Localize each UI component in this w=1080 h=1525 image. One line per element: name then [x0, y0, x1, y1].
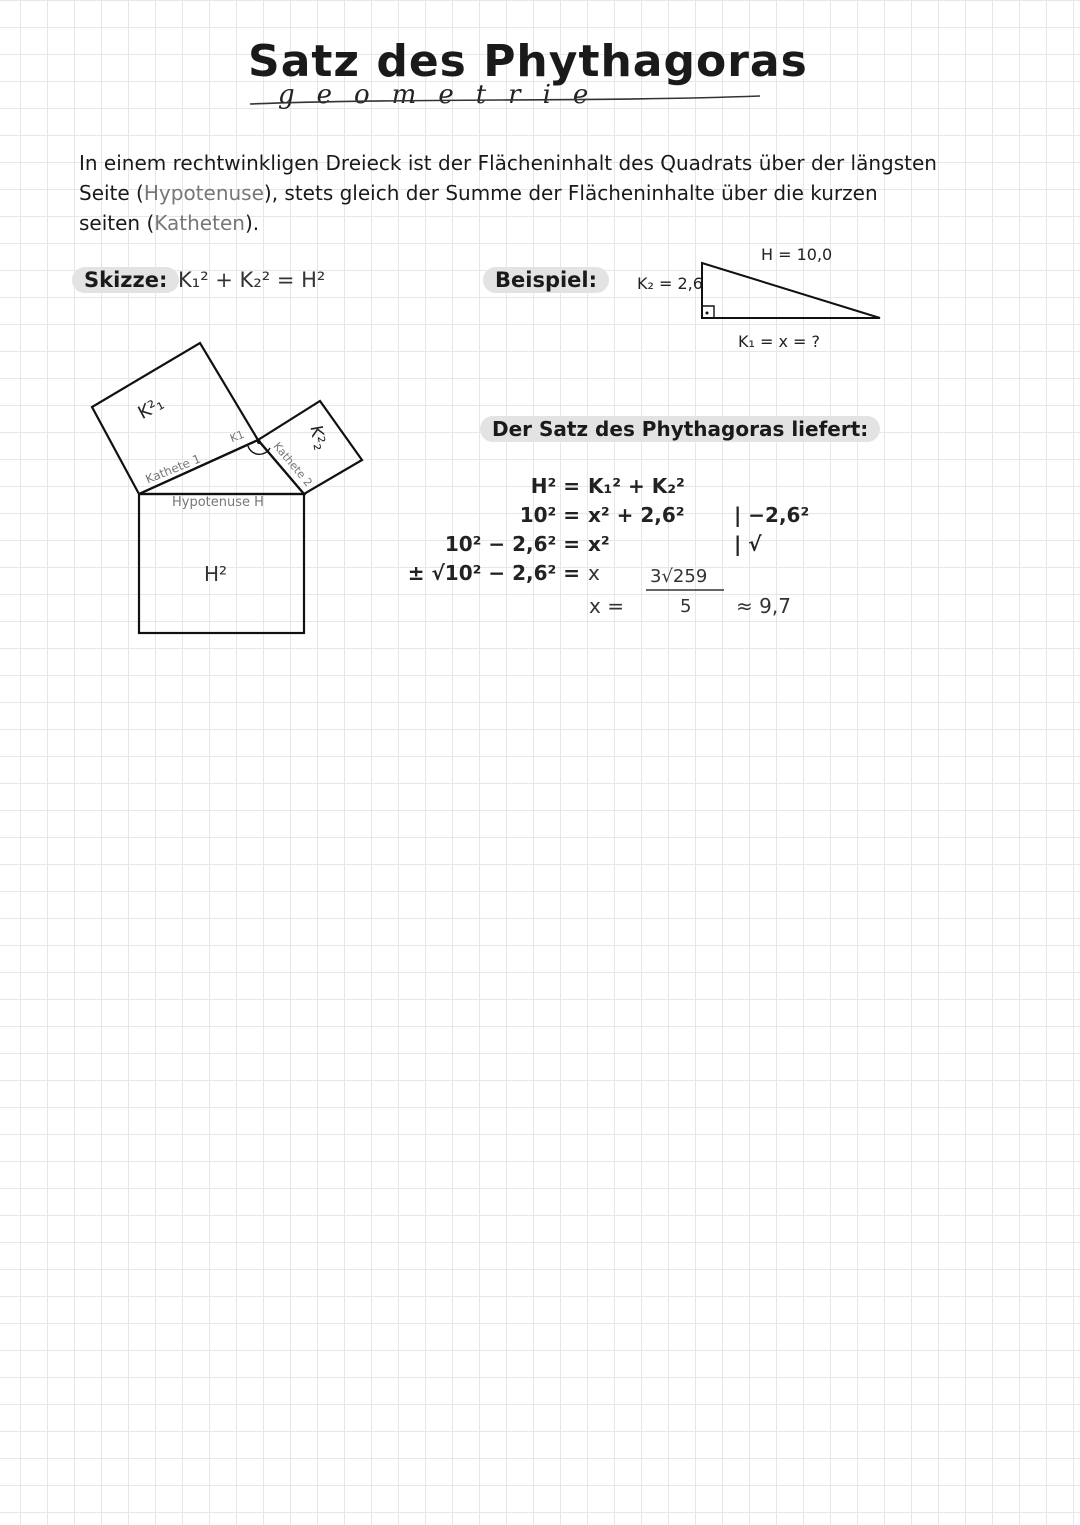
deriv-lhs-1: H² = [530, 474, 580, 498]
example-k2: K₂ = 2,6 [637, 274, 703, 293]
deriv-rhs-2: x² + 2,6² [588, 503, 685, 527]
deriv-rhs-3: x² [588, 532, 610, 556]
example-h: H = 10,0 [761, 245, 833, 264]
approx-result: ≈ 9,7 [736, 594, 791, 618]
page-title: Satz des Phythagoras [248, 36, 808, 87]
hyp-square-label: H² [204, 562, 228, 586]
kathete1-label: Kathete 1 [143, 451, 203, 487]
kathete2-label: Kathete 2 [270, 439, 315, 490]
deriv-rhs-4: x [588, 561, 600, 585]
deriv-rhs-1: K₁² + K₂² [588, 474, 685, 498]
hypotenuse-label: Hypotenuse H [172, 495, 264, 510]
intro-line-2: Seite (Hypotenuse), stets gleich der Summe der Flächeninhalte über die kurzen [79, 181, 878, 205]
example-k1: K₁ = x = ? [738, 332, 821, 351]
sketch-formula: K₁² + K₂² = H² [178, 268, 326, 292]
sketch-label: Skizze: [72, 267, 179, 293]
k1-small-label: K1 [228, 427, 247, 446]
deriv-lhs-4: ± √10² − 2,6² = [407, 561, 580, 585]
fraction-denominator: 5 [680, 596, 692, 617]
x-equals: x = [589, 594, 624, 618]
deriv-lhs-3: 10² − 2,6² = [444, 532, 580, 556]
page-subtitle: geometrie [278, 80, 611, 110]
k1-square-label: K²₁ [134, 393, 168, 424]
example-label: Beispiel: [483, 267, 609, 293]
derivation-label: Der Satz des Phythagoras liefert: [480, 416, 880, 442]
k2-square-label: K²₂ [305, 424, 330, 452]
step-sqrt: | √ [734, 532, 762, 556]
intro-line-3: seiten (Katheten). [79, 211, 260, 235]
step-subtract: | −2,6² [734, 503, 810, 527]
fraction-numerator: 3√259 [650, 566, 708, 587]
intro-line-1: In einem rechtwinkligen Dreieck ist der Flächeninhalt des Quadrats über der längsten [79, 151, 937, 175]
deriv-lhs-2: 10² = [519, 503, 580, 527]
